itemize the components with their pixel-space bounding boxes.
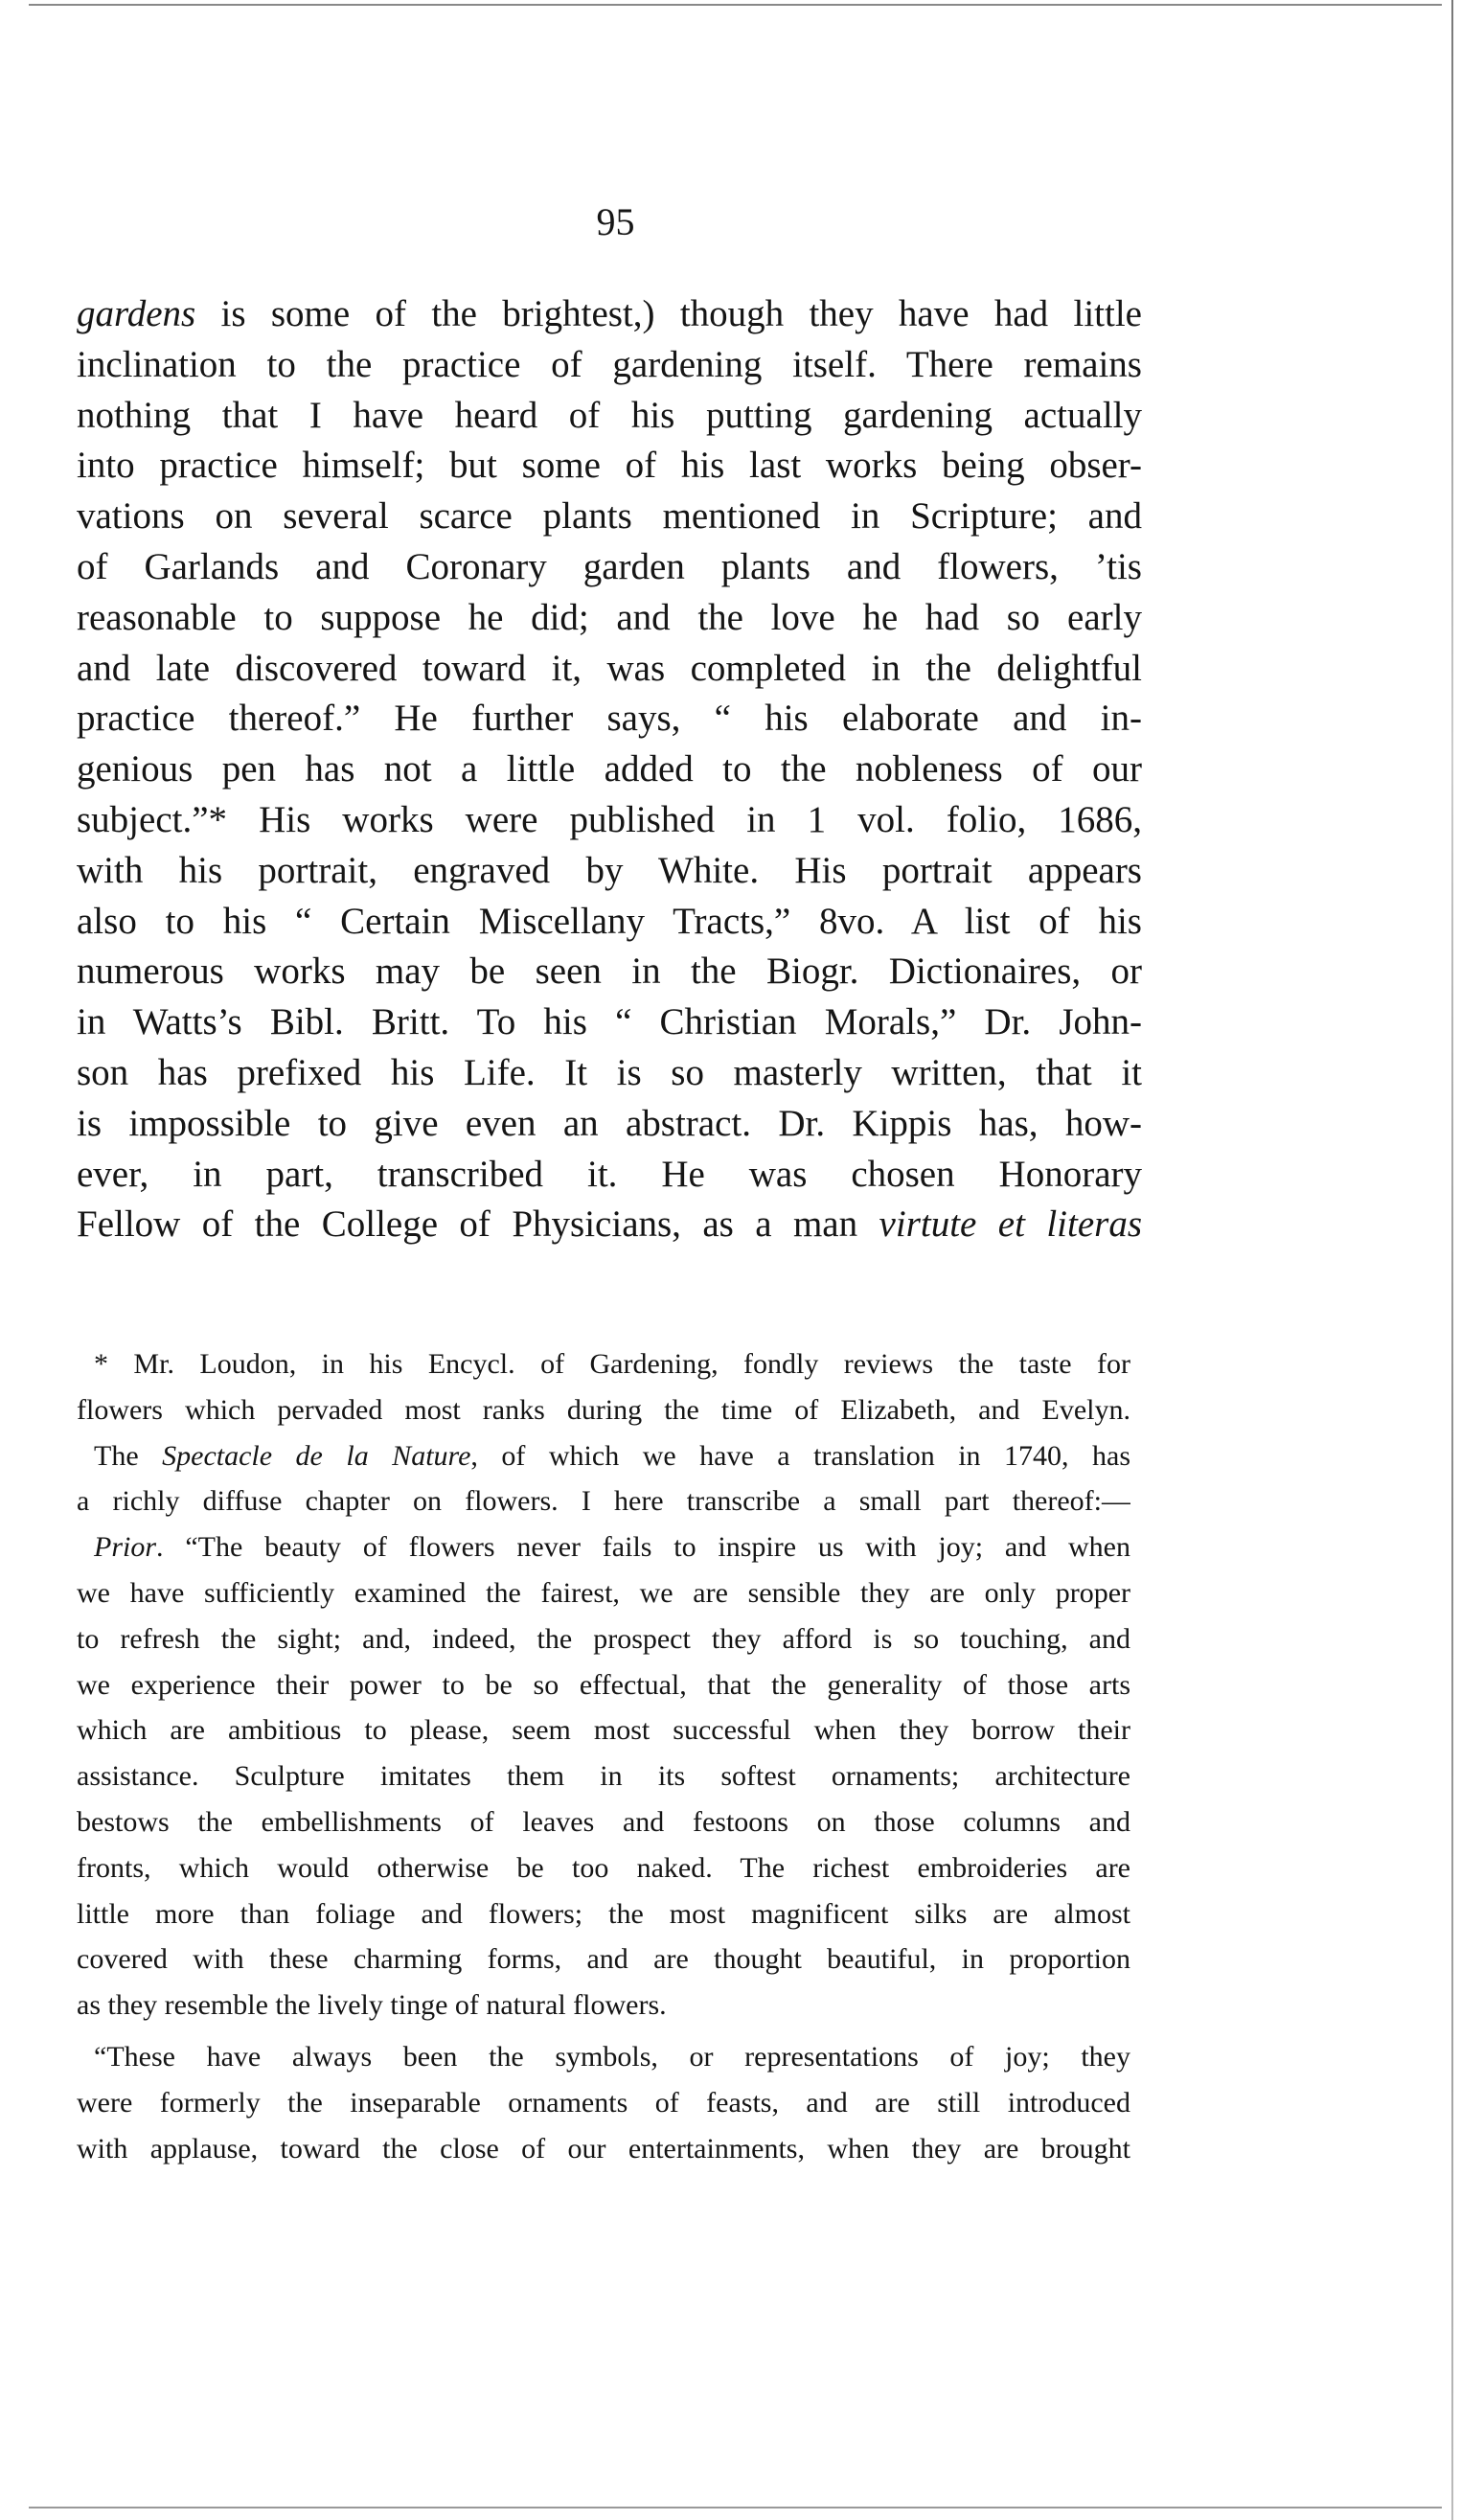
text-line <box>77 289 1142 340</box>
text-segment: as they resemble the lively tinge of natural flowers. <box>77 1989 667 2022</box>
text-line <box>77 1570 1130 1616</box>
text-line <box>77 1478 1130 1524</box>
text-line <box>77 1662 1130 1708</box>
text-line <box>77 694 1142 745</box>
text-line <box>77 2034 1130 2080</box>
text-line <box>77 745 1142 795</box>
text-line <box>77 1799 1130 1845</box>
text-segment: “These have always been the symbols, or representations of joy; they <box>94 2040 1130 2073</box>
text-segment: inclination to the practice of gardening itself. There remains <box>77 343 1142 385</box>
text-segment: * Mr. Loudon, in his Encycl. of Gardening, fondly reviews the taste for <box>94 1348 1130 1380</box>
text-segment: of Garlands and Coronary garden plants and flowers, ’tis <box>77 545 1142 587</box>
text-segment: Fellow of the College of Physicians, as a man <box>77 1203 879 1246</box>
text-segment: , of which we have a translation in 1740, has <box>470 1439 1130 1472</box>
scan-edge-bottom <box>29 2507 1442 2509</box>
text-line <box>77 1753 1130 1799</box>
text-line <box>77 441 1142 492</box>
text-segment: with his portrait, engraved by White. His portrait appears <box>77 849 1142 891</box>
text-segment: vations on several scarce plants mentioned in Scripture; and <box>77 495 1142 538</box>
text-line <box>77 1982 1130 2028</box>
text-segment: to refresh the sight; and, indeed, the prospect they afford is so touching, and <box>77 1622 1130 1655</box>
text-segment: with applause, toward the close of our entertainments, when they are brought <box>77 2132 1130 2165</box>
text-line <box>77 1891 1130 1937</box>
text-line <box>77 391 1142 442</box>
text-segment: The <box>94 1439 163 1472</box>
text-segment: reasonable to suppose he did; and the love he had so early <box>77 596 1142 638</box>
italic-text: virtute et literas <box>879 1203 1142 1246</box>
text-line <box>77 846 1142 897</box>
text-segment: fronts, which would otherwise be too naked. The richest embroideries are <box>77 1851 1130 1884</box>
text-segment: in Watts’s Bibl. Britt. To his “ Christian Morals,” Dr. John- <box>77 1001 1142 1043</box>
text-segment: nothing that I have heard of his putting gardening actually <box>77 394 1142 436</box>
footnotes <box>77 1341 1130 2171</box>
text-segment: assistance. Sculpture imitates them in its softest ornaments; architecture <box>77 1760 1130 1793</box>
text-line <box>77 1200 1142 1250</box>
text-segment: a richly diffuse chapter on flowers. I here transcribe a small part thereof:— <box>77 1485 1130 1518</box>
text-segment: is impossible to give even an abstract. Dr. Kippis has, how- <box>77 1102 1142 1144</box>
text-line <box>77 1387 1130 1433</box>
text-line <box>77 1616 1130 1662</box>
text-segment: and late discovered toward it, was completed in the delightful <box>77 647 1142 689</box>
text-line <box>77 1150 1142 1201</box>
text-line <box>77 795 1142 846</box>
text-line <box>77 542 1142 593</box>
text-segment: ever, in part, transcribed it. He was chosen Honorary <box>77 1153 1142 1195</box>
text-line <box>77 1707 1130 1753</box>
text-segment: little more than foliage and flowers; the most magnificent silks are almost <box>77 1897 1130 1930</box>
text-line <box>77 644 1142 695</box>
text-segment: were formerly the inseparable ornaments of feasts, and are still introduced <box>77 2086 1130 2119</box>
text-segment: which are ambitious to please, seem most successful when they borrow their <box>77 1714 1130 1747</box>
text-line <box>77 997 1142 1048</box>
page-number: 95 <box>596 200 635 243</box>
italic-text: Prior <box>94 1531 157 1564</box>
text-segment: practice thereof.” He further says, “ his elaborate and in- <box>77 698 1142 740</box>
scan-edge-top <box>29 4 1442 6</box>
text-line <box>77 1524 1130 1570</box>
text-segment: covered with these charming forms, and are thought beautiful, in proportion <box>77 1943 1130 1976</box>
text-line <box>77 492 1142 542</box>
text-segment: we have sufficiently examined the fairest, we are sensible they are only proper <box>77 1576 1130 1609</box>
text-line <box>77 2080 1130 2126</box>
text-segment: subject.”* His works were published in 1 vol. folio, 1686, <box>77 798 1142 840</box>
text-segment: we experience their power to be so effectual, that the generality of those arts <box>77 1668 1130 1701</box>
text-segment: numerous works may be seen in the Biogr. Dictionaires, or <box>77 951 1142 993</box>
text-segment: into practice himself; but some of his last works being obser- <box>77 445 1142 487</box>
text-line <box>77 1845 1130 1891</box>
text-line <box>77 340 1142 391</box>
text-line <box>77 947 1142 997</box>
italic-text: Spectacle de la Nature <box>162 1439 471 1472</box>
text-segment: bestows the embellishments of leaves and festoons on those columns and <box>77 1805 1130 1838</box>
text-line <box>77 1433 1130 1479</box>
italic-text: gardens <box>77 293 196 334</box>
text-line <box>77 593 1142 644</box>
text-line <box>77 2126 1130 2172</box>
text-segment: son has prefixed his Life. It is so masterly written, that it <box>77 1051 1142 1093</box>
main-text <box>77 289 1142 1250</box>
text-segment: also to his “ Certain Miscellany Tracts,” 8vo. A list of his <box>77 900 1142 942</box>
text-line <box>77 1048 1142 1099</box>
text-line <box>77 1099 1142 1150</box>
text-line <box>77 1936 1130 1982</box>
text-line <box>77 1341 1130 1387</box>
text-segment: . “The beauty of flowers never fails to inspire us with joy; and when <box>156 1531 1130 1564</box>
text-segment: is some of the brightest,) though they have had little <box>195 293 1142 334</box>
text-segment: flowers which pervaded most ranks during the time of Elizabeth, and Evelyn. <box>77 1393 1130 1426</box>
text-segment: genious pen has not a little added to the nobleness of our <box>77 748 1142 790</box>
scan-edge-right <box>1451 0 1453 2520</box>
text-line <box>77 897 1142 948</box>
